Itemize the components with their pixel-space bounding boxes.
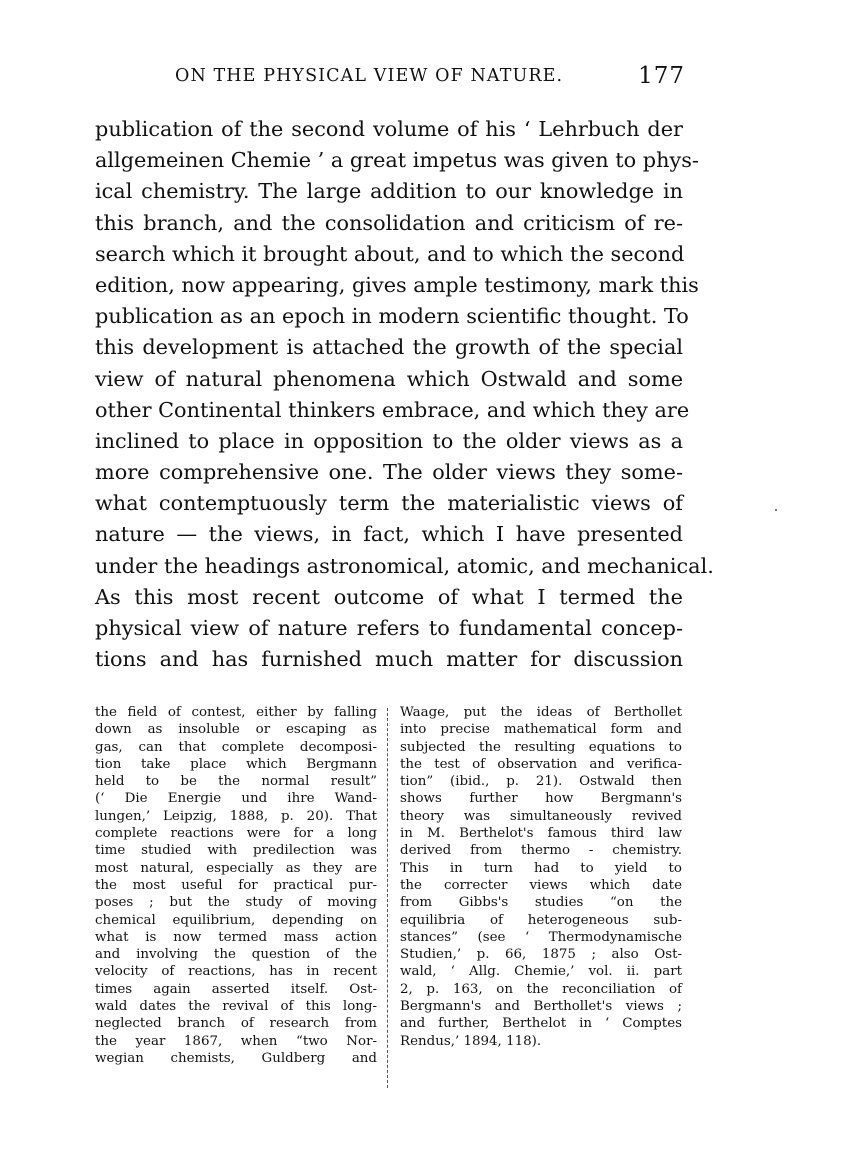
footnote-line: held to be the normal result” <box>95 774 377 790</box>
footnote-line: 2, p. 163, on the reconciliation of <box>400 981 682 997</box>
footnote-line: down as insoluble or escaping as <box>95 722 377 738</box>
body-line: physical view of nature refers to fundamental concep- <box>95 616 683 640</box>
footnote-line: the year 1867, when “two Nor- <box>95 1033 377 1049</box>
footnote-line: (‘ Die Energie und ihre Wand- <box>95 791 377 807</box>
footnote-line: This in turn had to yield to <box>400 860 682 876</box>
footnote-line: Bergmann's and Berthollet's views ; <box>400 999 682 1015</box>
footnote-line: the field of contest, either by falling <box>95 705 377 720</box>
footnote-line: the test of observation and verifica- <box>400 756 682 772</box>
footnote-line: Studien,’ p. 66, 1875 ; also Ost- <box>400 947 682 963</box>
footnote-line: chemical equilibrium, depending on <box>95 912 377 928</box>
footnote-column-right <box>400 704 682 1050</box>
footnote-line: complete reactions were for a long <box>95 826 377 842</box>
body-line: view of natural phenomena which Ostwald and some <box>95 366 683 391</box>
page-header <box>95 64 685 94</box>
footnote-line: wald dates the revival of this long- <box>95 999 377 1015</box>
body-line: more comprehensive one. The older views they some- <box>95 460 683 485</box>
footnote-line: Rendus,’ 1894, 118). <box>400 1033 542 1049</box>
footnote-line: in M. Berthelot's famous third law <box>400 826 682 842</box>
footnote-line: stances” (see ‘ Thermodynamische <box>400 929 682 945</box>
footnote-line: theory was simultaneously revived <box>400 808 682 824</box>
footnote-line: tion” (ibid., p. 21). Ostwald then <box>400 774 682 790</box>
footnote-line: velocity of reactions, has in recent <box>95 964 377 980</box>
footnote-line: Waage, put the ideas of Berthollet <box>400 705 682 720</box>
body-line: this branch, and the consolidation and criticism of re- <box>95 210 683 235</box>
body-line: ical chemistry. The large addition to our knowledge in <box>95 179 683 204</box>
body-line: search which it brought about, and to which the second <box>95 241 685 266</box>
body-line: publication as an epoch in modern scientific thought. To <box>95 304 689 329</box>
footnote-line: the most useful for practical pur- <box>95 877 377 893</box>
main-body-text <box>95 114 714 675</box>
body-line: under the headings astronomical, atomic, and mechanical. <box>95 553 714 578</box>
body-line: what contemptuously term the materialistic views of <box>95 491 683 516</box>
footnote-line: the correcter views which date <box>400 877 682 893</box>
footnote-line: tion take place which Bergmann <box>95 756 377 772</box>
body-line: edition, now appearing, gives ample testimony, mark this <box>95 272 699 297</box>
ink-speck <box>775 509 777 511</box>
body-line: this development is attached the growth of the special <box>95 335 683 360</box>
body-line: tions and has furnished much matter for discussion <box>95 647 683 672</box>
footnote-line: and involving the question of the <box>95 947 377 963</box>
body-line: inclined to place in opposition to the older views as a <box>95 428 683 453</box>
footnote-line: from Gibbs's studies “on the <box>400 895 682 911</box>
footnote-line: equilibria of heterogeneous sub- <box>400 912 682 928</box>
footnote-line: wegian chemists, Guldberg and <box>95 1050 377 1066</box>
footnote-line: subjected the resulting equations to <box>400 739 682 755</box>
footnote-line: wald, ‘ Allg. Chemie,’ vol. ii. part <box>400 964 682 980</box>
page-number: 177 <box>638 63 685 89</box>
footnote-line: shows further how Bergmann's <box>400 791 682 807</box>
body-line: As this most recent outcome of what I termed the <box>95 584 683 609</box>
footnote-line: what is now termed mass action <box>95 929 377 945</box>
footnote-column-left <box>95 704 377 1067</box>
footnote-line: time studied with predilection was <box>95 843 377 859</box>
running-title: ON THE PHYSICAL VIEW OF NATURE. <box>175 66 564 86</box>
footnote-line: into precise mathematical form and <box>400 722 682 738</box>
footnote-line: gas, can that complete decomposi- <box>95 739 377 755</box>
body-line: allgemeinen Chemie ’ a great impetus was given to phys- <box>95 148 699 173</box>
footnote-line: neglected branch of research from <box>95 1016 377 1032</box>
body-line: publication of the second volume of his ‘ Lehrbuch der <box>95 117 683 141</box>
footnote-line: derived from thermo - chemistry. <box>400 843 682 859</box>
footnote-line: most natural, especially as they are <box>95 860 377 876</box>
column-divider <box>387 708 388 1088</box>
body-line: nature — the views, in fact, which I have presented <box>95 522 683 547</box>
body-line: other Continental thinkers embrace, and which they are <box>95 397 690 422</box>
footnote-line: poses ; but the study of moving <box>95 895 377 911</box>
footnote-line: and further, Berthelot in ‘ Comptes <box>400 1016 682 1032</box>
footnotes <box>95 704 685 1104</box>
footnote-line: times again asserted itself. Ost- <box>95 981 377 997</box>
footnote-line: lungen,’ Leipzig, 1888, p. 20). That <box>95 808 377 824</box>
